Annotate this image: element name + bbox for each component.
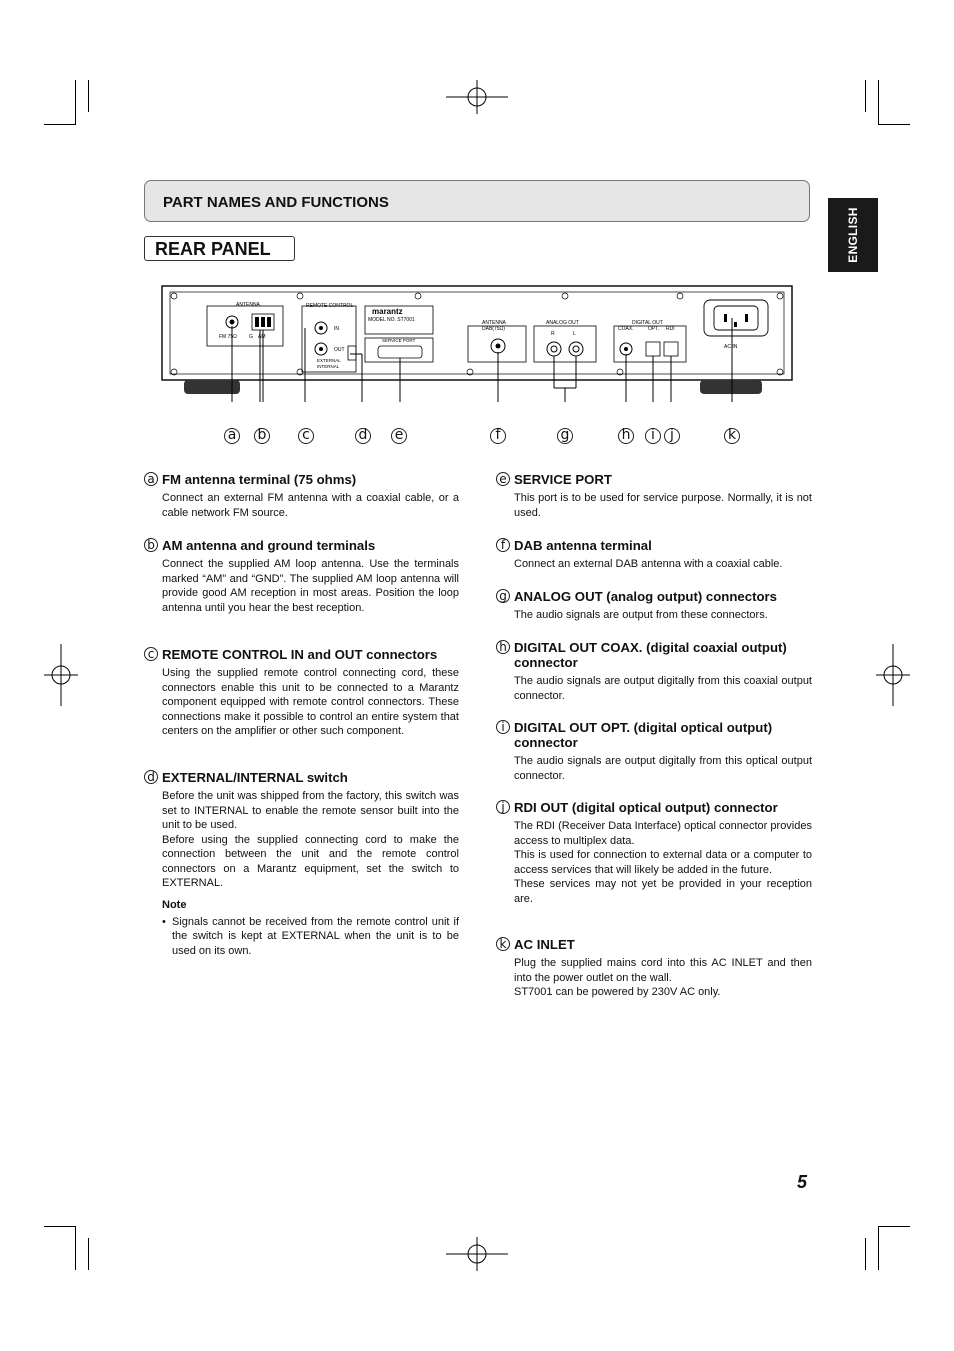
panel-label-g: G bbox=[249, 334, 253, 340]
item-text-3: These services may not yet be provided in your reception are. bbox=[514, 878, 812, 905]
item-c bbox=[144, 647, 459, 739]
item-title: RDI OUT (digital optical output) connector bbox=[514, 800, 778, 815]
panel-label-fm: FM 75Ω bbox=[219, 334, 237, 340]
panel-label-r: R bbox=[551, 331, 555, 337]
item-title: AC INLET bbox=[514, 937, 575, 952]
item-text-2: ST7001 can be powered by 230V AC only. bbox=[514, 986, 721, 998]
item-f bbox=[496, 538, 812, 572]
item-title: AM antenna and ground terminals bbox=[162, 538, 376, 553]
item-text: The audio signals are output digitally from this coaxial output connector. bbox=[514, 675, 812, 702]
callout-g: g bbox=[557, 428, 573, 444]
callout-h: h bbox=[618, 428, 634, 444]
panel-label-analog-out: ANALOG OUT bbox=[546, 320, 579, 326]
callout-k: k bbox=[724, 428, 740, 444]
crop-mark bbox=[44, 124, 76, 125]
item-b bbox=[144, 538, 459, 615]
panel-label-antenna: ANTENNA bbox=[236, 302, 260, 308]
item-text: The audio signals are output digitally from this optical output connector. bbox=[514, 755, 812, 782]
subsection-title: REAR PANEL bbox=[155, 239, 271, 259]
note-list bbox=[162, 915, 459, 959]
panel-label-dab: DAB(75Ω) bbox=[482, 326, 505, 332]
language-tab bbox=[828, 198, 878, 272]
panel-label-remote-control: REMOTE CONTROL bbox=[306, 303, 354, 309]
item-marker: b bbox=[144, 538, 158, 552]
crop-mark bbox=[865, 80, 866, 112]
registration-mark-left bbox=[44, 644, 78, 706]
crop-mark bbox=[878, 80, 879, 124]
item-title: FM antenna terminal (75 ohms) bbox=[162, 472, 357, 487]
callout-b: b bbox=[254, 428, 270, 444]
item-text: The RDI (Receiver Data Interface) optical connector provides access to multiplex data. bbox=[514, 820, 812, 847]
item-text-2: This is used for connection to external data or a computer to access services that will likely be added in the future. bbox=[514, 849, 812, 876]
section-header bbox=[144, 180, 810, 222]
page-number: 5 bbox=[797, 1172, 808, 1192]
panel-label-out: OUT bbox=[334, 347, 345, 353]
registration-mark-top bbox=[446, 80, 508, 114]
item-text: Connect an external FM antenna with a coaxial cable, or a cable network FM source. bbox=[162, 492, 459, 519]
item-title: DAB antenna terminal bbox=[514, 538, 652, 553]
item-marker: f bbox=[496, 538, 510, 552]
item-title: DIGITAL OUT COAX. (digital coaxial output) connector bbox=[514, 640, 787, 670]
crop-mark bbox=[878, 124, 910, 125]
crop-mark bbox=[878, 1226, 910, 1227]
item-d bbox=[144, 770, 459, 958]
section-title: PART NAMES AND FUNCTIONS bbox=[163, 194, 389, 211]
item-marker: h bbox=[496, 640, 510, 654]
crop-mark bbox=[88, 80, 89, 112]
subsection-header bbox=[144, 236, 295, 261]
panel-label-digital-out: DIGITAL OUT bbox=[632, 320, 663, 326]
panel-label-model: MODEL NO. ST7001 bbox=[368, 317, 415, 323]
panel-label-am: AM bbox=[258, 334, 266, 340]
crop-mark bbox=[44, 1226, 76, 1227]
item-title: EXTERNAL/INTERNAL switch bbox=[162, 770, 348, 785]
panel-label-rdi: RDI bbox=[666, 326, 675, 332]
panel-label-dab-antenna: ANTENNA bbox=[482, 320, 506, 326]
panel-label-internal: INTERNAL bbox=[317, 364, 340, 369]
item-text: Before the unit was shipped from the factory, this switch was set to INTERNAL to enable the remote sensor built into the unit to be used. bbox=[162, 790, 459, 831]
item-text: Using the supplied remote control connecting cord, these connectors enable this unit to be connected to a Marantz component equipped with remote control connectors. These connections make it possible to control an entire system that centers on the amplifier or other such component. bbox=[162, 667, 459, 737]
crop-mark bbox=[75, 1226, 76, 1270]
item-marker: k bbox=[496, 937, 510, 951]
panel-label-service-port: SERVICE PORT bbox=[382, 338, 416, 343]
item-text: Connect the supplied AM loop antenna. Use the terminals marked “AM” and “GND”. The supplied AM loop antenna will provide good AM reception in most areas. Position the loop antenna until you hear the best reception. bbox=[162, 558, 459, 614]
callout-i: i bbox=[645, 428, 661, 444]
item-text: Plug the supplied mains cord into this AC INLET and then into the power outlet on the wall. bbox=[514, 957, 812, 984]
panel-brand-logo: marantz bbox=[372, 307, 403, 316]
registration-mark-right bbox=[876, 644, 910, 706]
item-title: SERVICE PORT bbox=[514, 472, 612, 487]
item-marker: c bbox=[144, 647, 158, 661]
item-text: Connect an external DAB antenna with a coaxial cable. bbox=[514, 558, 783, 570]
crop-mark bbox=[88, 1238, 89, 1270]
item-text: The audio signals are output from these connectors. bbox=[514, 609, 768, 621]
rear-panel-diagram bbox=[160, 284, 796, 402]
panel-label-opt: OPT. bbox=[648, 326, 660, 332]
item-marker: g bbox=[496, 589, 510, 603]
item-h bbox=[496, 640, 812, 703]
crop-mark bbox=[865, 1238, 866, 1270]
panel-label-in: IN bbox=[334, 326, 339, 332]
callout-e: e bbox=[391, 428, 407, 444]
panel-label-l: L bbox=[573, 331, 576, 337]
item-title: DIGITAL OUT OPT. (digital optical output) connector bbox=[514, 720, 773, 750]
item-title: ANALOG OUT (analog output) connectors bbox=[514, 589, 778, 604]
item-g bbox=[496, 589, 812, 623]
item-marker: a bbox=[144, 472, 158, 486]
item-e bbox=[496, 472, 812, 520]
item-text: This port is to be used for service purpose. Normally, it is not used. bbox=[514, 492, 812, 519]
panel-label-ac-in: AC IN bbox=[724, 344, 738, 350]
item-k bbox=[496, 937, 812, 1000]
item-title: REMOTE CONTROL IN and OUT connectors bbox=[162, 647, 438, 662]
panel-label-coax: COAX. bbox=[618, 326, 634, 332]
registration-mark-bottom bbox=[446, 1237, 508, 1271]
item-marker: i bbox=[496, 720, 510, 734]
callout-d: d bbox=[355, 428, 371, 444]
callout-a: a bbox=[224, 428, 240, 444]
callout-f: f bbox=[490, 428, 506, 444]
item-a bbox=[144, 472, 459, 520]
note-item: • Signals cannot be received from the remote control unit if the switch is kept at EXTERNAL when the unit is to be used on its own. bbox=[162, 915, 459, 959]
callout-j: j bbox=[664, 428, 680, 444]
crop-mark bbox=[75, 80, 76, 124]
item-j bbox=[496, 800, 812, 906]
panel-label-external: EXTERNAL bbox=[317, 358, 341, 363]
item-i bbox=[496, 720, 812, 783]
crop-mark bbox=[878, 1226, 879, 1270]
item-marker: d bbox=[144, 770, 158, 784]
note-title: Note bbox=[162, 898, 187, 911]
callout-c: c bbox=[298, 428, 314, 444]
language-label: ENGLISH bbox=[846, 207, 860, 263]
item-text-2: Before using the supplied connecting cord to make the connection between the unit and the remote control connectors on a Marantz equipment, set the switch to EXTERNAL. bbox=[162, 833, 459, 889]
item-marker: e bbox=[496, 472, 510, 486]
item-marker: j bbox=[496, 800, 510, 814]
